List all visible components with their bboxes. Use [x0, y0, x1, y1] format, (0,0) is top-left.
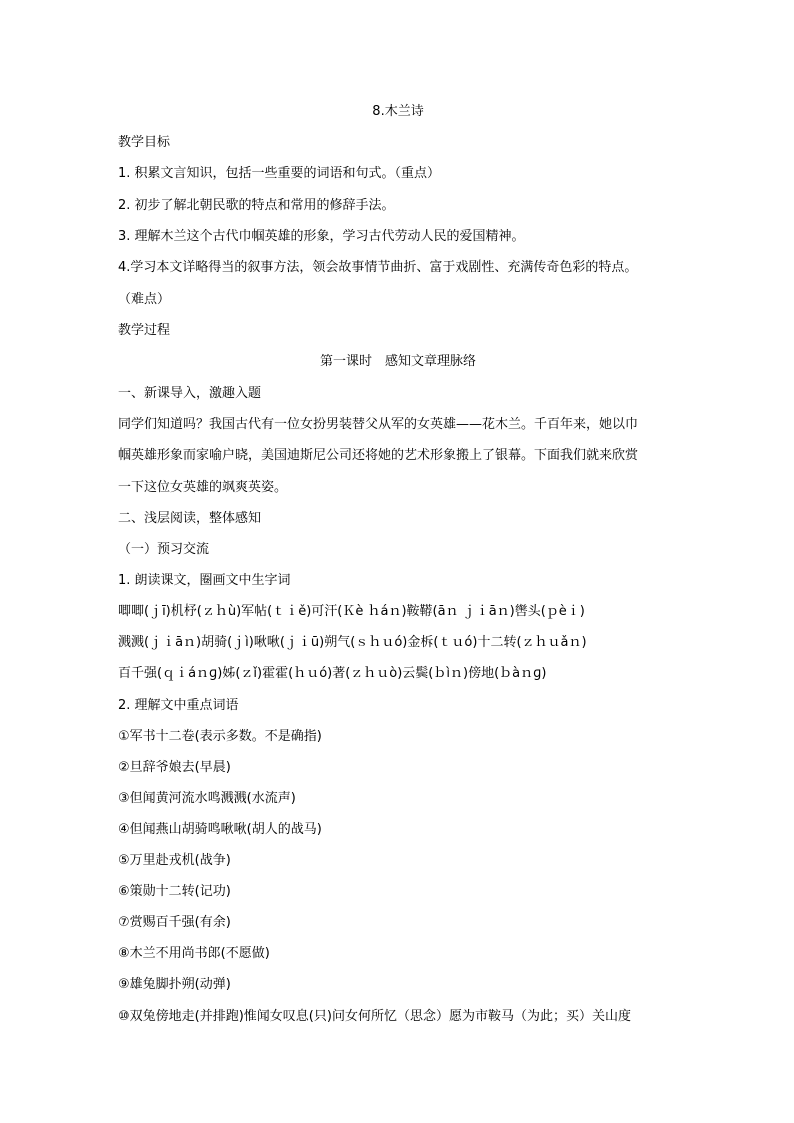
vocab-line-9: ⑨雄兔脚扑朔(动弹): [118, 977, 231, 992]
vocab-line-2: ②旦辞爷娘去(早晨): [118, 760, 231, 775]
vocab-line-5: ⑤万里赴戎机(战争): [118, 853, 231, 868]
objective-item-4-continued: （难点）: [118, 292, 171, 307]
objective-item-4: 4.学习本文详略得当的叙事方法，领会故事情节曲折、富于戏剧性、充满传奇色彩的特点。: [118, 260, 638, 275]
section-2-sub-heading: （一）预习交流: [118, 542, 210, 557]
section-2-heading: 二、浅层阅读，整体感知: [118, 511, 262, 526]
objectives-heading: 教学目标: [118, 135, 171, 150]
vocab-line-8: ⑧木兰不用尚书郎(不愿做): [118, 946, 270, 961]
objective-item-3: 3. 理解木兰这个古代巾帼英雄的形象，学习古代劳动人民的爱国精神。: [118, 229, 525, 244]
pinyin-line-3: 百千强(ｑｉáｎɡ)姊(ｚǐ)霍霍(ｈｕó)著(ｚｈｕò)云鬓(ｂìｎ)傍地(ｂàｎɡ): [118, 666, 547, 681]
section-1-heading: 一、新课导入，激趣入题: [118, 386, 262, 401]
objective-item-2: 2. 初步了解北朝民歌的特点和常用的修辞手法。: [118, 198, 395, 213]
lesson-title: 第一课时 感知文章理脉络: [319, 354, 476, 369]
section-1-paragraph-line-2: 帼英雄形象而家喻户晓，美国迪斯尼公司还将她的艺术形象搬上了银幕。下面我们就来欣赏: [118, 448, 639, 463]
section-1-paragraph-line-1: 同学们知道吗？我国古代有一位女扮男装替父从军的女英雄——花木兰。千百年来，她以巾: [118, 417, 639, 432]
pinyin-line-1: 唧唧(ｊī)机杼(ｚｈù)军帖(ｔｉě)可汗(Ｋè ｈáｎ)鞍鞯(āｎ ｊｉāｎ)辔头(ｐèｉ): [118, 604, 585, 619]
document-title: 8.木兰诗: [372, 104, 424, 119]
process-heading: 教学过程: [118, 323, 171, 338]
vocab-line-10: ⑩双兔傍地走(并排跑)惟闻女叹息(只)问女何所忆（思念）愿为市鞍马（为此；买）关山度: [118, 1009, 631, 1024]
vocab-line-6: ⑥策勋十二转(记功): [118, 884, 231, 899]
vocab-line-1: ①军书十二卷(表示多数。不是确指): [118, 729, 322, 744]
vocab-line-7: ⑦赏赐百千强(有余): [118, 915, 231, 930]
vocab-line-3: ③但闻黄河流水鸣溅溅(水流声): [118, 791, 296, 806]
section-1-paragraph-line-3: 一下这位女英雄的飒爽英姿。: [118, 480, 288, 495]
item-1-label: 1. 朗读课文，圈画文中生字词: [118, 573, 291, 588]
pinyin-line-2: 溅溅(ｊｉāｎ)胡骑(ｊì)啾啾(ｊｉū)朔气(ｓｈｕó)金柝(ｔｕó)十二转(ｚｈｕǎｎ): [118, 635, 587, 650]
vocab-line-4: ④但闻燕山胡骑鸣啾啾(胡人的战马): [118, 822, 322, 837]
objective-item-1: 1. 积累文言知识，包括一些重要的词语和句式。（重点）: [118, 166, 441, 181]
item-2-label: 2. 理解文中重点词语: [118, 698, 239, 713]
